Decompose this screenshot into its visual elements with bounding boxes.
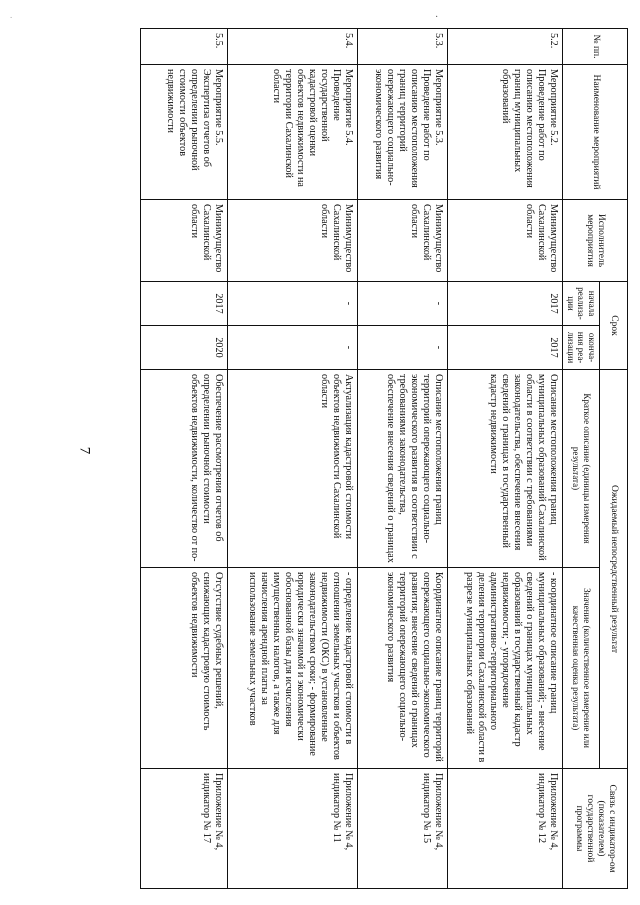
row-link: Приложение № 4, индикатор № 11 [228, 769, 358, 889]
row-end: - [358, 326, 448, 370]
row-short: Описание местоположения границ территорий опережающего социально-экономического развития в соответствии с требованиями законодательства, обеспечение внесения сведений о границах [358, 370, 448, 568]
table-rotated-container [148, 28, 628, 888]
header-term: Срок [600, 282, 628, 370]
header-num: № пп. [563, 29, 628, 65]
row-name: Мероприятие 5.4. Проведение государственной кадастровой оценки объектов недвижимости на территории Сахалинской области [228, 65, 358, 200]
row-link: Приложение № 4, индикатор № 15 [358, 769, 448, 889]
row-value: - определение кадастровой стоимости в отношении земельных участков и объектов недвижимости (ОКС) в установленные законодательством сроки; - формирование юридически значимой и экономически обоснованной базы для исчисления имущественных налогов, а также для начисления арендной платы за использование земельных участков [228, 568, 358, 769]
row-short: Обеспечение рассмотрения отчетов об определении рыночной стоимости объектов недвижимости, количество от по- [141, 370, 228, 568]
header-result-short: Краткое описание (единицы измерения результата) [563, 370, 600, 568]
measures-table [140, 28, 628, 889]
row-link: Приложение № 4, индикатор № 12 [448, 769, 563, 889]
speck-mark: . [10, 10, 13, 20]
row-name: Мероприятие 5.5. Экспертиза отчетов об определении рыночной стоимости объектов недвижимости [141, 65, 228, 200]
row-executor: Минимущество Сахалинской области [141, 200, 228, 282]
header-executor: Исполнитель мероприятия [563, 200, 628, 282]
row-value: Отсутствие судебных решений, снижающих кадастровую стоимость объектов недвижимости [141, 568, 228, 769]
header-name: Наименование мероприятий [563, 65, 628, 200]
row-executor: Минимущество Сахалинской области [228, 200, 358, 282]
header-term-end: оконча-ния реа-лизации [563, 326, 600, 370]
table-row [228, 29, 358, 889]
row-executor: Минимущество Сахалинской области [358, 200, 448, 282]
table-row [358, 29, 448, 889]
row-name: Мероприятие 5.3. Проведение работ по описанию местоположения границ территорий опережающего социально-экономического развития [358, 65, 448, 200]
page-number: 7 [76, 446, 93, 455]
speck-mark: · [435, 12, 439, 23]
row-num: 5.2. [448, 29, 563, 65]
row-end: 2020 [141, 326, 228, 370]
row-short: Актуализация кадастровой стоимости объектов недвижимости Сахалинской области [228, 370, 358, 568]
row-short: Описание местоположения границ муниципальных образований Сахалинской области в соответствии с требованиями законодательства, обеспечение внесения сведений о границах в государственный кадастр недвижимости [448, 370, 563, 568]
row-start: 2017 [448, 282, 563, 326]
row-num: 5.4. [228, 29, 358, 65]
table-row [448, 29, 563, 889]
row-value: Координатное описание границ территорий опережающего социально-экономического развития; внесение сведений о границах территорий опережающего социально-экономического развития [358, 568, 448, 769]
row-name: Мероприятие 5.2. Проведение работ по описанию местоположения границ муниципальных образований [448, 65, 563, 200]
row-link: Приложение № 4, индикатор № 17 [141, 769, 228, 889]
row-executor: Минимущество Сахалинской области [448, 200, 563, 282]
table-row [141, 29, 228, 889]
row-start: 2017 [141, 282, 228, 326]
header-term-start: начала реализа-ции [563, 282, 600, 326]
row-start: - [228, 282, 358, 326]
header-result-value: Значение (количественное измерение или качественная оценка результата) [563, 568, 600, 769]
row-num: 5.3. [358, 29, 448, 65]
row-num: 5.5. [141, 29, 228, 65]
header-result: Ожидаемый непосредственный результат [600, 370, 628, 769]
row-start: - [358, 282, 448, 326]
row-value: - координатное описание границ муниципальных образований; - внесение сведений о границах муниципальных образований в государственный кадастр недвижимости; - упорядочение административно-территориального деления территории Сахалинской области в разрезе муниципальных образований [448, 568, 563, 769]
header-link: Связь с индикатор-ом (показателем) государственной программы [563, 769, 628, 889]
row-end: 2017 [448, 326, 563, 370]
row-end: - [228, 326, 358, 370]
